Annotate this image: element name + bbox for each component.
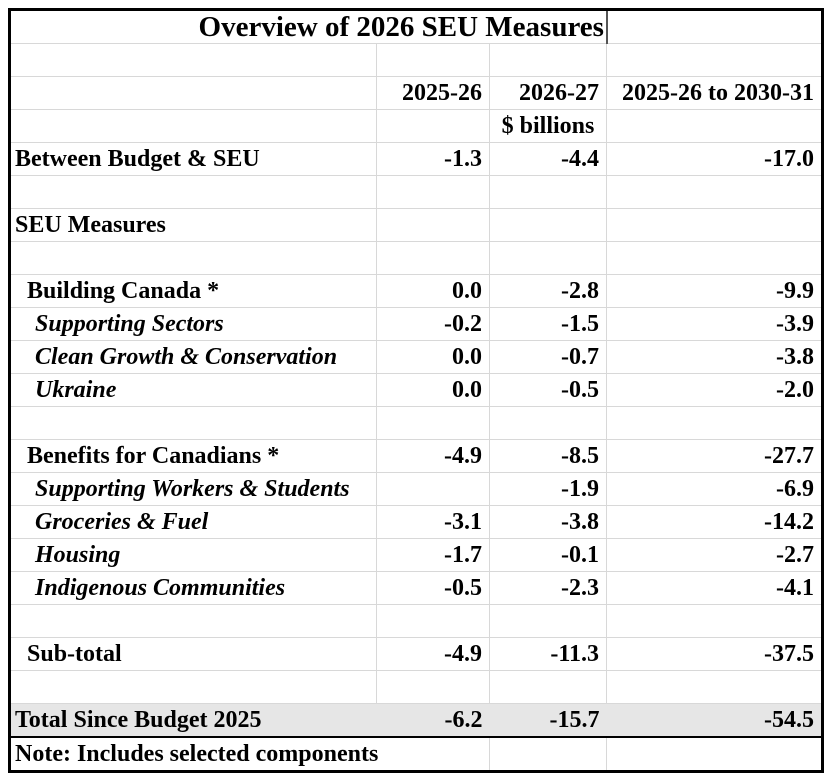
table-row [10,638,823,671]
title-row [10,10,823,44]
row-label-cell: SEU Measures [10,209,377,242]
value-cell: -1.9 [490,473,607,506]
blank-row [10,605,823,638]
empty-cell [377,671,490,704]
empty-cell [377,242,490,275]
table-row [10,440,823,473]
table-row [10,473,823,506]
empty-cell [490,407,607,440]
column-header-2025-26: 2025-26 [377,77,490,110]
value-cell: -8.5 [490,440,607,473]
empty-cell [377,407,490,440]
value-cell: -0.5 [490,374,607,407]
blank-row [10,671,823,704]
table-header-rows [10,10,823,143]
units-row [10,110,823,143]
empty-cell [490,737,607,772]
empty-cell [377,605,490,638]
row-label-cell: Clean Growth & Conservation [10,341,377,374]
column-header-row [10,77,823,110]
blank-row [10,44,823,77]
empty-cell [607,407,823,440]
value-cell: -2.3 [490,572,607,605]
value-cell: -54.5 [607,704,823,738]
empty-cell [10,176,377,209]
table-row [10,539,823,572]
blank-row [10,242,823,275]
value-cell: -6.2 [377,704,490,738]
value-cell: -6.9 [607,473,823,506]
empty-cell [607,605,823,638]
value-cell: 0.0 [377,374,490,407]
table-row [10,275,823,308]
empty-cell [490,176,607,209]
value-cell: -4.1 [607,572,823,605]
table-note: Note: Includes selected components [10,737,490,772]
value-cell: -4.4 [490,143,607,176]
column-header-2025-26-to-2030-31: 2025-26 to 2030-31 [607,77,823,110]
value-cell: -1.5 [490,308,607,341]
value-cell: -2.7 [607,539,823,572]
units-label: $ billions [490,110,607,143]
value-cell: -11.3 [490,638,607,671]
blank-row [10,407,823,440]
value-cell: -3.8 [490,506,607,539]
table-row [10,143,823,176]
row-label-cell: Groceries & Fuel [10,506,377,539]
row-label-cell: Housing [10,539,377,572]
table-footer-rows [10,737,823,772]
table-row [10,341,823,374]
value-cell [377,473,490,506]
empty-cell [607,671,823,704]
value-cell: -17.0 [607,143,823,176]
value-cell: -1.3 [377,143,490,176]
table-row [10,506,823,539]
value-cell: -14.2 [607,506,823,539]
value-cell [490,209,607,242]
empty-cell [607,10,823,44]
row-label-cell: Building Canada * [10,275,377,308]
value-cell: -3.8 [607,341,823,374]
empty-cell [10,77,377,110]
table-body-rows [10,143,823,738]
empty-cell [490,242,607,275]
value-cell: -3.1 [377,506,490,539]
empty-cell [10,605,377,638]
value-cell: -0.2 [377,308,490,341]
value-cell: -3.9 [607,308,823,341]
column-header-2026-27: 2026-27 [490,77,607,110]
seu-measures-table [8,8,824,773]
empty-cell [607,242,823,275]
value-cell: -9.9 [607,275,823,308]
value-cell: -2.0 [607,374,823,407]
value-cell: 0.0 [377,275,490,308]
value-cell: -4.9 [377,440,490,473]
empty-cell [490,44,607,77]
empty-cell [490,671,607,704]
value-cell: -27.7 [607,440,823,473]
table-row [10,209,823,242]
row-label-cell: Between Budget & SEU [10,143,377,176]
value-cell: -4.9 [377,638,490,671]
value-cell: -0.1 [490,539,607,572]
empty-cell [10,110,377,143]
value-cell: 0.0 [377,341,490,374]
empty-cell [607,737,823,772]
empty-cell [10,671,377,704]
value-cell [377,209,490,242]
empty-cell [10,44,377,77]
row-label-cell: Supporting Sectors [10,308,377,341]
row-label-cell: Supporting Workers & Students [10,473,377,506]
blank-row [10,176,823,209]
empty-cell [10,242,377,275]
table-row [10,374,823,407]
row-label-cell: Total Since Budget 2025 [10,704,377,738]
value-cell: -1.7 [377,539,490,572]
empty-cell [607,44,823,77]
value-cell: -37.5 [607,638,823,671]
value-cell: -0.7 [490,341,607,374]
empty-cell [607,110,823,143]
empty-cell [490,605,607,638]
row-label-cell: Benefits for Canadians * [10,440,377,473]
table-title: Overview of 2026 SEU Measures [10,10,607,44]
row-label-cell: Sub-total [10,638,377,671]
empty-cell [10,407,377,440]
total-row [10,704,823,738]
empty-cell [377,176,490,209]
empty-cell [377,44,490,77]
value-cell: -0.5 [377,572,490,605]
row-label-cell: Ukraine [10,374,377,407]
row-label-cell: Indigenous Communities [10,572,377,605]
empty-cell [607,176,823,209]
table-row [10,308,823,341]
value-cell: -15.7 [490,704,607,738]
table-row [10,572,823,605]
empty-cell [377,110,490,143]
value-cell [607,209,823,242]
note-row [10,737,823,772]
value-cell: -2.8 [490,275,607,308]
